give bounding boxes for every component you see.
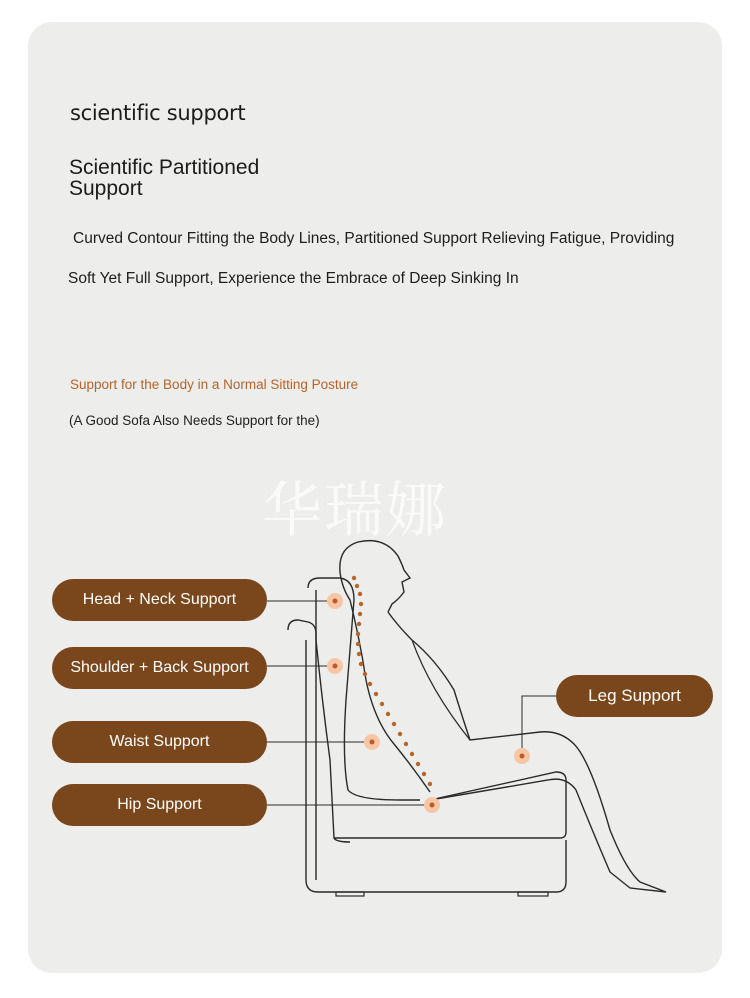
brand-heading: scientific support <box>70 101 246 125</box>
support-markers <box>327 593 530 813</box>
page-title: Scientific Partitioned Support <box>69 156 260 200</box>
posture-subtitle: Support for the Body in a Normal Sitting Posture <box>70 377 359 392</box>
sofa-outer-back <box>288 620 316 880</box>
hip-support-label: Hip Support <box>52 784 267 826</box>
sofa-foot-right <box>518 892 548 896</box>
leg-support-label: Leg Support <box>556 675 713 717</box>
sofa-foot-left <box>336 892 364 896</box>
brand-watermark: 华瑞娜 <box>262 476 448 546</box>
waist-support-label: Waist Support <box>52 721 267 763</box>
posture-note: (A Good Sofa Also Needs Support for the) <box>69 413 320 428</box>
leg-leader <box>522 696 556 755</box>
spine-dots <box>352 576 432 786</box>
human-arm <box>412 640 470 740</box>
description-line-1: Curved Contour Fitting the Body Lines, Partitioned Support Relieving Fatigue, Providing <box>73 230 675 247</box>
shoulder-back-support-label: Shoulder + Back Support <box>52 647 267 689</box>
head-neck-support-label: Head + Neck Support <box>52 579 267 621</box>
sofa-back-cushion <box>308 578 420 800</box>
description-line-2: Soft Yet Full Support, Experience the Embrace of Deep Sinking In <box>68 270 519 287</box>
sofa-base <box>306 840 566 892</box>
